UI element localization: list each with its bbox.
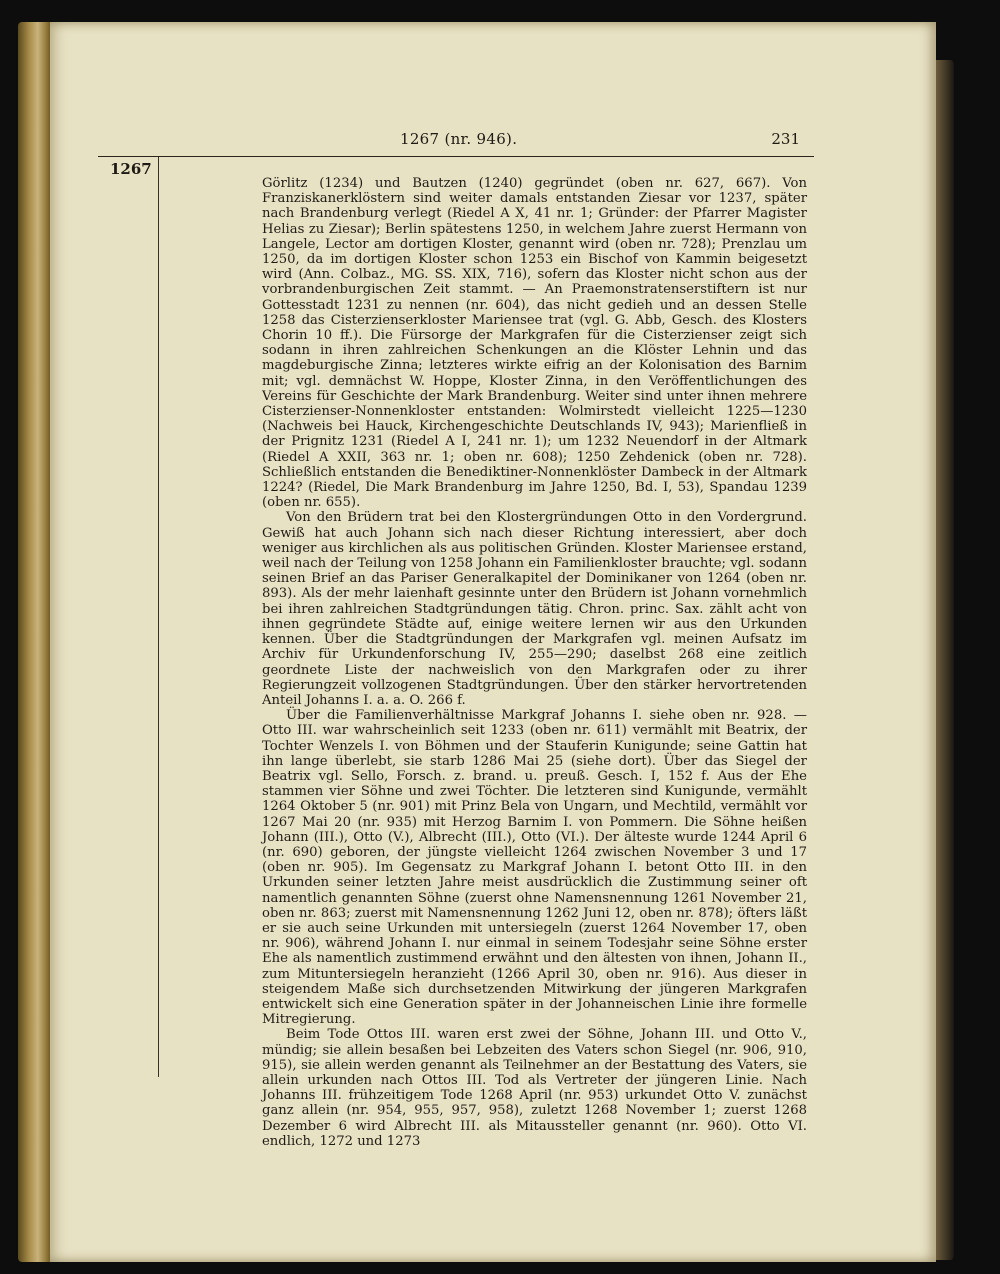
- page-edge: [936, 60, 954, 1260]
- body-text: [262, 176, 807, 1149]
- book-binding: [18, 22, 54, 1262]
- header-rule: [98, 156, 814, 157]
- paragraph: Görlitz (1234) und Bautzen (1240) gegründet (oben nr. 627, 667). Von Franziskanerklöstern sind weiter damals entstanden Ziesar vor 1237, später nach Brandenburg verlegt (Riedel A X, 41 nr. 1; Gründer: der Pfarrer Magister Helias zu Ziesar); Berlin spätestens 1250, in welchem Jahre zuerst Hermann von Langele, Lector am dortigen Kloster, genannt wird (oben nr. 728); Prenzlau um 1250, da im dortigen Kloster schon 1253 ein Bischof von Kammin beigesetzt wird (Ann. Colbaz., MG. SS. XIX, 716), sofern das Kloster nicht schon aus der vorbrandenburgischen Zeit stammt. — An Praemonstratenserstiftern ist nur Gottesstadt 1231 zu nennen (nr. 604), das nicht gedieh und an dessen Stelle 1258 das Cisterzienserkloster Mariensee trat (vgl. G. Abb, Gesch. des Klosters Chorin 10 ff.). Die Fürsorge der Markgrafen für die Cisterzienser zeigt sich sodann in ihren zahlreichen Schenkungen an die Klöster Lehnin und das magdeburgische Zinna; letzteres wirkte eifrig an der Kolonisation des Barnim mit; vgl. demnächst W. Hoppe, Kloster Zinna, in den Veröffentlichungen des Vereins für Geschichte der Mark Brandenburg. Weiter sind unter ihnen mehrere Cisterzienser-Nonnenkloster entstanden: Wolmirstedt vielleicht 1225—1230 (Nachweis bei Hauck, Kirchengeschichte Deutschlands IV, 943); Marienfließ in der Prignitz 1231 (Riedel A I, 241 nr. 1); um 1232 Neuendorf in der Altmark (Riedel A XXII, 363 nr. 1; oben nr. 608); 1250 Zehdenick (oben nr. 728). Schließlich entstanden die Benediktiner-Nonnenklöster Dambeck in der Altmark 1224? (Riedel, Die Mark Brandenburg im Jahre 1250, Bd. I, 53), Spandau 1239 (oben nr. 655).: [262, 176, 807, 511]
- paragraph: Von den Brüdern trat bei den Klostergründungen Otto in den Vordergrund. Gewiß hat auch Johann sich nach dieser Richtung interessiert, aber doch weniger aus kirchlichen als aus politischen Gründen. Kloster Mariensee erstand, weil nach der Teilung von 1258 Johann ein Familienkloster brauchte; vgl. sodann seinen Brief an das Pariser Generalkapitel der Dominikaner von 1264 (oben nr. 893). Als der mehr laienhaft gesinnte unter den Brüdern ist Johann vornehmlich bei ihren zahlreichen Stadtgründungen tätig. Chron. princ. Sax. zählt acht von ihnen gegründete Städte auf, einige weitere lernen wir aus den Urkunden kennen. Über die Stadtgründungen der Markgrafen vgl. meinen Aufsatz im Archiv für Urkundenforschung IV, 255—290; daselbst 268 eine zeitlich geordnete Liste der nachweislich von den Markgrafen oder zu ihrer Regierungzeit vollzogenen Stadtgründungen. Über den stärker hervortretenden Anteil Johanns I. a. a. O. 266 f.: [262, 510, 807, 708]
- margin-year: 1267: [110, 160, 152, 178]
- running-header: [100, 130, 800, 158]
- margin-rule: [158, 157, 159, 1077]
- paragraph: Beim Tode Ottos III. waren erst zwei der Söhne, Johann III. und Otto V., mündig; sie allein besaßen bei Lebzeiten des Vaters schon Siegel (nr. 906, 910, 915), sie allein werden genannt als Teilnehmer an der Bestattung des Vaters, sie allein urkunden nach Ottos III. Tod als Vertreter der jüngeren Linie. Nach Johanns III. frühzeitigem Tode 1268 April (nr. 953) urkundet Otto V. zunächst ganz allein (nr. 954, 955, 957, 958), zuletzt 1268 November 1; zuerst 1268 Dezember 6 wird Albrecht III. als Mitaussteller genannt (nr. 960). Otto VI. endlich, 1272 und 1273: [262, 1027, 807, 1149]
- paragraph: Über die Familienverhältnisse Markgraf Johanns I. siehe oben nr. 928. — Otto III. war wahrscheinlich seit 1233 (oben nr. 611) vermählt mit Beatrix, der Tochter Wenzels I. von Böhmen und der Stauferin Kunigunde; seine Gattin hat ihn lange überlebt, sie starb 1286 Mai 25 (siehe dort). Über das Siegel der Beatrix vgl. Sello, Forsch. z. brand. u. preuß. Gesch. I, 152 f. Aus der Ehe stammen vier Söhne und zwei Töchter. Die letzteren sind Kunigunde, vermählt 1264 Oktober 5 (nr. 901) mit Prinz Bela von Ungarn, und Mechtild, vermählt vor 1267 Mai 20 (nr. 935) mit Herzog Barnim I. von Pommern. Die Söhne heißen Johann (III.), Otto (V.), Albrecht (III.), Otto (VI.). Der älteste wurde 1244 April 6 (nr. 690) geboren, der jüngste vielleicht 1264 zwischen November 3 und 17 (oben nr. 905). Im Gegensatz zu Markgraf Johann I. betont Otto III. in den Urkunden seiner letzten Jahre meist ausdrücklich die Zustimmung seiner oft namentlich genannten Söhne (zuerst ohne Namensnennung 1261 November 21, oben nr. 863; zuerst mit Namensnennung 1262 Juni 12, oben nr. 878); öfters läßt er sie auch seine Urkunden mit untersiegeln (zuerst 1264 November 17, oben nr. 906), während Johann I. nur einmal in seinem Todesjahr seine Söhne erster Ehe als namentlich zustimmend erwähnt und den ältesten von ihnen, Johann II., zum Mituntersiegeln heranzieht (1266 April 30, oben nr. 916). Aus dieser in steigendem Maße sich durchsetzenden Mitwirkung der jüngeren Markgrafen entwickelt sich eine Generation später in der Johanneischen Linie ihre formelle Mitregierung.: [262, 708, 807, 1028]
- running-title: 1267 (nr. 946).: [400, 130, 518, 148]
- page-number: 231: [771, 130, 800, 148]
